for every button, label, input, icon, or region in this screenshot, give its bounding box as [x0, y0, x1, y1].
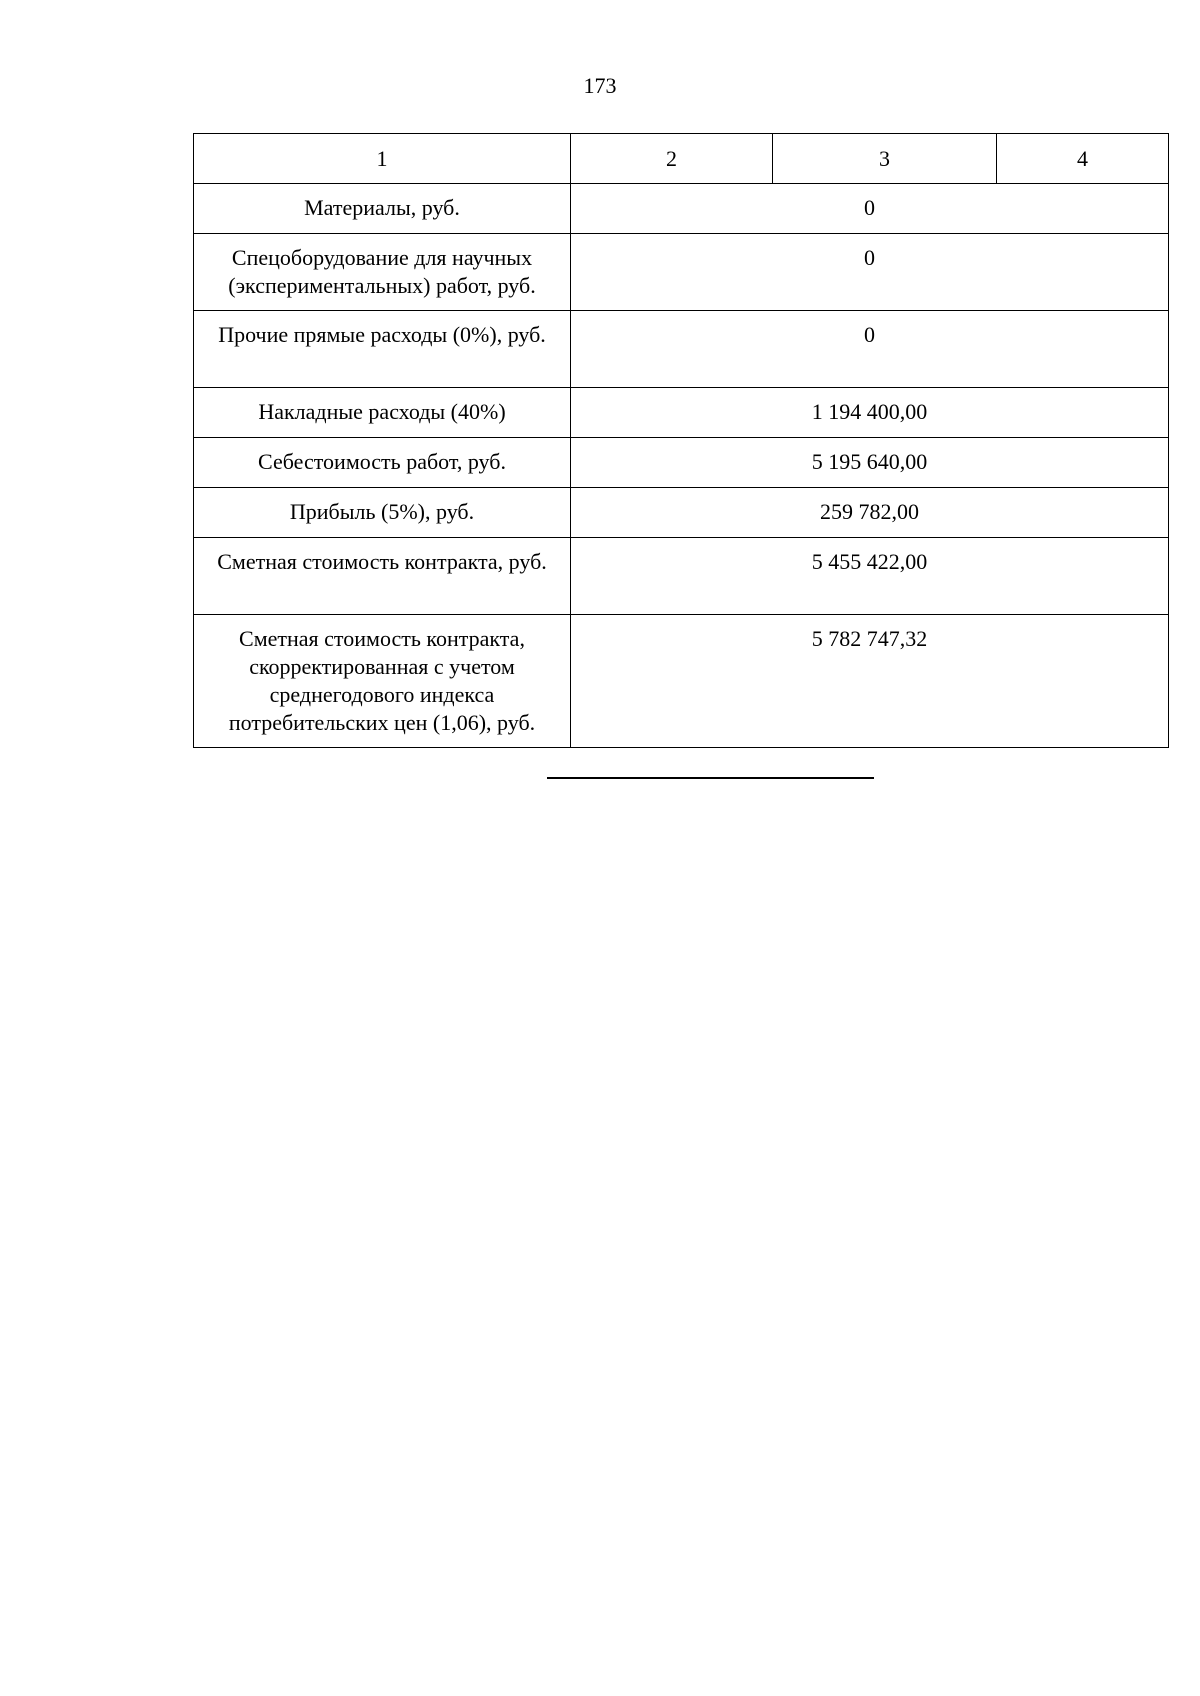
row-label: Спецоборудование для научных (экспериментальных) работ, руб.	[194, 234, 571, 311]
table-row	[194, 234, 1169, 311]
row-label: Себестоимость работ, руб.	[194, 438, 571, 488]
row-value: 0	[571, 184, 1169, 234]
row-value: 0	[571, 234, 1169, 311]
row-value: 259 782,00	[571, 488, 1169, 538]
row-label: Сметная стоимость контракта, скорректированная с учетом среднегодового индекса потребительских цен (1,06), руб.	[194, 615, 571, 748]
column-number-2: 2	[571, 134, 773, 184]
row-value: 1 194 400,00	[571, 388, 1169, 438]
table-row	[194, 388, 1169, 438]
table-row	[194, 538, 1169, 615]
table-row	[194, 184, 1169, 234]
column-number-1: 1	[194, 134, 571, 184]
page-number: 173	[583, 73, 617, 98]
row-value: 5 782 747,32	[571, 615, 1169, 748]
end-of-section-rule	[547, 777, 874, 779]
table-header-row	[194, 134, 1169, 184]
table-row	[194, 615, 1169, 748]
row-label: Материалы, руб.	[194, 184, 571, 234]
row-label: Прочие прямые расходы (0%), руб.	[194, 311, 571, 388]
cost-estimate-table	[193, 133, 1169, 748]
row-label: Сметная стоимость контракта, руб.	[194, 538, 571, 615]
row-value: 5 195 640,00	[571, 438, 1169, 488]
table-row	[194, 311, 1169, 388]
column-number-3: 3	[773, 134, 997, 184]
row-label: Накладные расходы (40%)	[194, 388, 571, 438]
row-label: Прибыль (5%), руб.	[194, 488, 571, 538]
row-value: 5 455 422,00	[571, 538, 1169, 615]
row-value: 0	[571, 311, 1169, 388]
table-row	[194, 488, 1169, 538]
column-number-4: 4	[997, 134, 1169, 184]
table-row	[194, 438, 1169, 488]
